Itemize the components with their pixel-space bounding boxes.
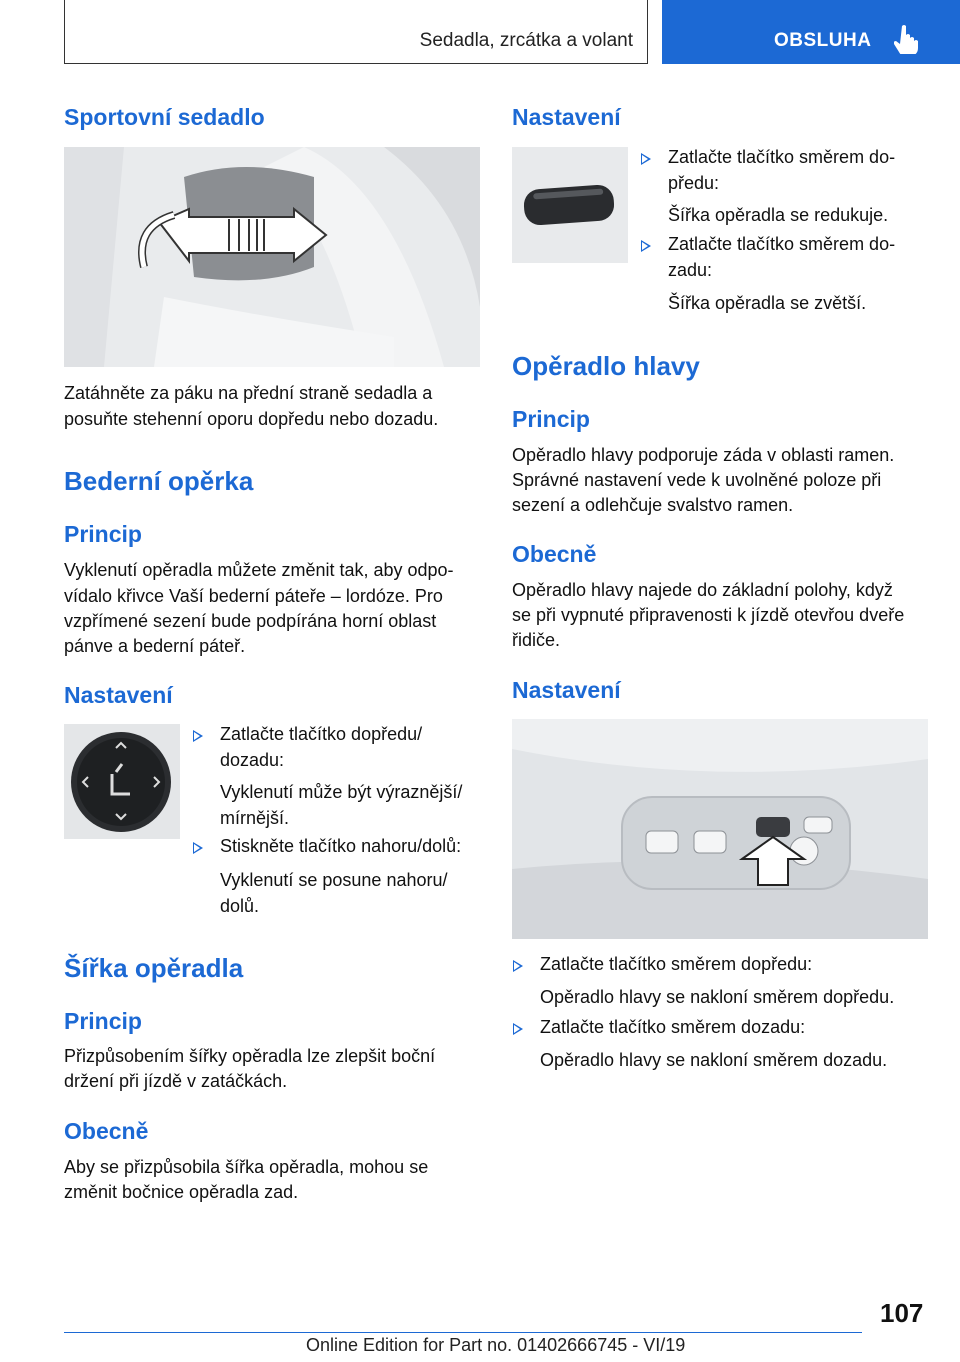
pointing-hand-icon	[894, 24, 920, 54]
lumbar-step-1-result: mírnější.	[220, 808, 290, 828]
width-general-line: změnit bočnice opěradla zad.	[64, 1182, 299, 1202]
width-step-1-line: předu:	[668, 173, 720, 193]
headrest-general-line: řidiče.	[512, 630, 561, 650]
header-section-box	[64, 0, 648, 64]
edition-text: Online Edition for Part no. 01402666745 - VI/19	[306, 1335, 686, 1355]
width-step-2-result: Šířka opěradla se zvětší.	[668, 293, 867, 313]
headrest-principle-line: Správné nastavení vede k uvolněné poloze při	[512, 470, 882, 490]
lumbar-step-2-result: dolů.	[220, 896, 260, 916]
step-bullet-icon	[641, 153, 651, 165]
lumbar-step-1-result: Vyklenutí může být výraznější/	[220, 782, 463, 802]
width-general-line: Aby se přizpůsobila šířka opěradla, mohou se	[64, 1157, 429, 1177]
headrest-control-image	[512, 719, 928, 939]
sport-seat-image	[64, 147, 480, 367]
headrest-step-1-result: Opěradlo hlavy se nakloní směrem dopředu.	[540, 987, 895, 1007]
width-principle-line: držení při jízdě v zatáčkách.	[64, 1071, 288, 1091]
lumbar-principle-line: vídalo křivce Vaší bederní páteře – lordóze. Pro	[64, 586, 443, 606]
lumbar-heading: Bederní opěrka	[64, 466, 254, 496]
lumbar-step-1-line: dozadu:	[220, 750, 285, 770]
chapter-tab[interactable]	[662, 0, 960, 64]
lumbar-step-2-result: Vyklenutí se posune nahoru/	[220, 870, 448, 890]
sport-seat-text-2: posuňte stehenní oporu dopředu nebo dozadu.	[64, 409, 439, 429]
width-step-1-line: Zatlačte tlačítko směrem do-	[668, 147, 896, 167]
page-number: 107	[880, 1298, 924, 1328]
headrest-general-heading: Obecně	[512, 541, 597, 567]
width-general-heading: Obecně	[64, 1118, 149, 1144]
lumbar-step-1-line: Zatlačte tlačítko dopředu/	[220, 724, 423, 744]
lumbar-step-2-line: Stiskněte tlačítko nahoru/dolů:	[220, 836, 462, 856]
section-title: Sedadla, zrcátka a volant	[419, 30, 633, 51]
step-bullet-icon	[641, 240, 651, 252]
sport-seat-heading: Sportovní sedadlo	[64, 104, 265, 130]
lumbar-setting-heading: Nastavení	[64, 682, 173, 708]
step-bullet-icon	[513, 1023, 523, 1035]
lumbar-control-image	[64, 724, 180, 839]
step-bullet-icon	[513, 960, 523, 972]
width-button-image	[512, 147, 628, 263]
width-heading: Šířka opěradla	[64, 953, 244, 983]
lumbar-principle-heading: Princip	[64, 521, 142, 547]
headrest-principle-line: sezení a odlehčuje svalstvo ramen.	[512, 495, 794, 515]
headrest-step-2-result: Opěradlo hlavy se nakloní směrem dozadu.	[540, 1050, 888, 1070]
lumbar-principle-line: vzpřímené sezení bude podpírána horní oblast	[64, 611, 437, 631]
width-step-2-line: Zatlačte tlačítko směrem do-	[668, 234, 896, 254]
width-setting-heading: Nastavení	[512, 104, 621, 130]
headrest-principle-line: Opěradlo hlavy podporuje záda v oblasti ramen.	[512, 445, 895, 465]
width-principle-heading: Princip	[64, 1008, 142, 1034]
lumbar-principle-line: Vyklenutí opěradla můžete změnit tak, aby odpo-	[64, 560, 454, 580]
step-bullet-icon	[193, 842, 203, 854]
headrest-heading: Opěradlo hlavy	[512, 351, 700, 381]
headrest-step-2-line: Zatlačte tlačítko směrem dozadu:	[540, 1017, 806, 1037]
headrest-general-line: Opěradlo hlavy najede do základní polohy, když	[512, 580, 893, 600]
headrest-setting-heading: Nastavení	[512, 677, 621, 703]
headrest-principle-heading: Princip	[512, 406, 590, 432]
width-principle-line: Přizpůsobením šířky opěradla lze zlepšit boční	[64, 1046, 436, 1066]
footer-divider	[64, 1332, 862, 1333]
chapter-label: OBSLUHA	[774, 30, 872, 51]
width-step-2-line: zadu:	[668, 260, 713, 280]
step-bullet-icon	[193, 730, 203, 742]
headrest-step-1-line: Zatlačte tlačítko směrem dopředu:	[540, 954, 813, 974]
sport-seat-text-1: Zatáhněte za páku na přední straně sedadla a	[64, 383, 433, 403]
lumbar-principle-line: pánve a bederní páteř.	[64, 636, 246, 656]
headrest-general-line: se při vypnuté připravenosti k jízdě otevřou dveře	[512, 605, 905, 625]
width-step-1-result: Šířka opěradla se redukuje.	[668, 205, 889, 225]
